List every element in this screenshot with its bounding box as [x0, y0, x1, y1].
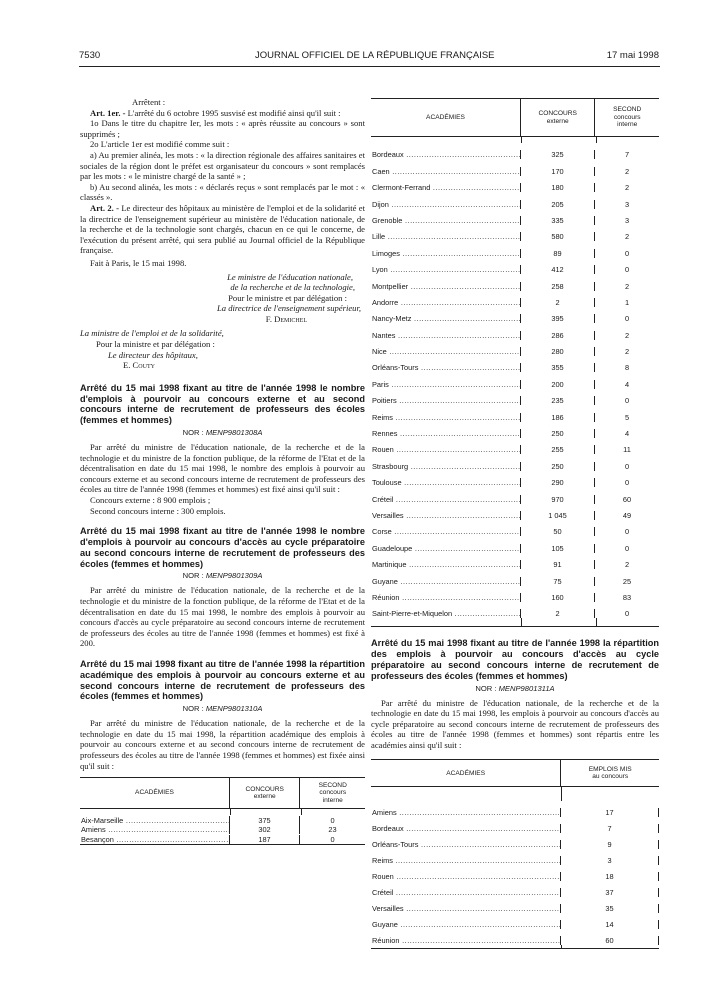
col-emplois: [561, 760, 659, 786]
cell-academie: Grenoble .....: [371, 216, 521, 225]
cell-concours-externe: 250: [521, 429, 595, 438]
cell-concours-externe: 89: [521, 249, 595, 258]
cell-concours-externe: 375: [230, 816, 300, 825]
table-row: [371, 291, 659, 307]
table-spacer: [371, 945, 659, 948]
cell-second-concours: 5: [624, 412, 630, 422]
table-header: [371, 760, 659, 787]
cell-second-concours: 0: [330, 815, 335, 825]
sig1-role2: de la recherche et de la technologie,: [230, 282, 355, 293]
table-row: [371, 536, 659, 552]
cell-concours-externe: 200: [521, 380, 595, 389]
decree-c-body: Par arrêté du ministre de l'éducation nationale, de la recherche et de la technologie en date du 15 mai 1998, la répartition académique des emplois à pourvoir au concours externe et au second concours interne de recrutement de professeurs des écoles au titre de l'année 1998 (femmes et hommes) est fixée ainsi qu'il suit :: [80, 718, 365, 771]
cell-second-concours: 0: [330, 834, 335, 844]
cell-academie: Créteil .....: [371, 888, 561, 897]
cell-academie: Amiens .....: [371, 808, 561, 817]
table-row: [371, 849, 659, 865]
table-row: [371, 801, 659, 817]
cell-concours-externe: 160: [521, 593, 595, 602]
cell-concours-externe: 105: [521, 544, 595, 553]
col-concours-label: CONCOURS: [538, 110, 577, 117]
cell-academie: Guyane .....: [371, 577, 521, 586]
cell-concours-externe: 280: [521, 347, 595, 356]
table-row: [371, 241, 659, 257]
cell-academie: Reims .....: [371, 413, 521, 422]
cell-academie: Créteil .....: [371, 495, 521, 504]
cell-concours-externe: 75: [521, 577, 595, 586]
col-concours-label: CONCOURS: [245, 785, 284, 793]
col-concours: [230, 778, 301, 808]
cell-second-concours: 0: [624, 543, 630, 553]
table-row: [371, 209, 659, 225]
col-emplois-label: EMPLOIS MIS: [588, 765, 632, 773]
cell-emplois: 7: [561, 824, 659, 833]
cell-concours-externe: 2: [521, 298, 595, 307]
sig2-title: Le directeur des hôpitaux,: [108, 349, 198, 360]
nor-label: NOR :: [182, 571, 204, 581]
cell-concours-externe: 1 045: [521, 511, 595, 520]
table-row: [371, 389, 659, 405]
decree-c-title: Arrêté du 15 mai 1998 fixant au titre de l'année 1998 la répartition académique des emplois à pourvoir au concours externe et au second concours interne de recrutement de professeurs des écoles (femmes et hommes): [80, 658, 365, 702]
col-second-label: SECOND: [318, 781, 347, 789]
table-row: [371, 372, 659, 388]
cell-academie: Bordeaux .....: [371, 824, 561, 833]
cell-academie: Clermont-Ferrand .....: [371, 183, 521, 192]
nor-label: NOR :: [182, 428, 204, 438]
fait-a-paris: Fait à Paris, le 15 mai 1998.: [90, 257, 187, 268]
cell-academie: Saint-Pierre-et-Miquelon .....: [371, 609, 521, 618]
table-header: [371, 99, 659, 137]
cell-academie: Strasbourg .....: [371, 462, 521, 471]
cell-academie: Toulouse .....: [371, 478, 521, 487]
col-second-sub2: interne: [617, 121, 638, 129]
cell-academie: Rennes .....: [371, 429, 521, 438]
emplois-table: [371, 759, 659, 949]
table-row: [371, 865, 659, 881]
art2-text: Le directeur des hôpitaux au ministère de l'emploi et de la solidarité et la directrice de l'enseignement supérieur au ministère de l'éducation nationale, de la recherche et de la technologie sont chargés, chacun en ce qui le concerne, de l'exécution du présent arrêté, qui sera publié au Journal officiel de la République française.: [80, 202, 365, 256]
cell-second-concours: 4: [624, 429, 630, 439]
decree-d-nor: [371, 684, 659, 693]
cell-second-concours: 0: [624, 396, 630, 406]
cell-academie: Guyane .....: [371, 920, 561, 929]
cell-academie: Martinique .....: [371, 560, 521, 569]
cell-concours-externe: 335: [521, 216, 595, 225]
decree-c-nor: [80, 704, 365, 713]
col-second-sub1: concours: [319, 789, 347, 797]
decree-a-line1: Concours externe : 8 900 emplois ;: [90, 495, 211, 505]
cell-concours-externe: 250: [521, 462, 595, 471]
cell-emplois: 14: [561, 920, 659, 929]
table-row: [371, 274, 659, 290]
cell-second-concours: 0: [624, 478, 630, 488]
sig1-role1: Le ministre de l'éducation nationale,: [227, 271, 353, 282]
cell-second-concours: 60: [622, 494, 632, 504]
cell-academie: Montpellier .....: [371, 282, 521, 291]
cell-concours-externe: 186: [521, 413, 595, 422]
cell-second-concours: 2: [624, 560, 630, 570]
cell-second-concours: 2: [624, 183, 630, 193]
cell-emplois: 37: [561, 888, 659, 897]
col-academies: ACADÉMIES: [80, 778, 230, 808]
cell-concours-externe: 395: [521, 314, 595, 323]
sig2-name: E. Couty: [123, 360, 155, 371]
table-header: [80, 778, 365, 809]
cell-emplois: 35: [561, 904, 659, 913]
table-spacer: [371, 787, 659, 801]
table-row: [371, 176, 659, 192]
cell-academie: Versailles .....: [371, 511, 521, 520]
table-row: [371, 225, 659, 241]
cell-concours-externe: 187: [230, 835, 300, 844]
table-row: [371, 438, 659, 454]
left-column: [80, 97, 365, 845]
table2-rows: [371, 143, 659, 618]
decree-d-title: Arrêté du 15 mai 1998 fixant au titre de l'année 1998 la répartition des emplois à pourvoir au concours d'accès au cycle préparatoire au second concours interne de recrutement de professeurs des écoles (femmes et hommes): [371, 638, 659, 681]
table-row: [80, 815, 365, 825]
cell-concours-externe: 970: [521, 495, 595, 504]
cell-concours-externe: 205: [521, 200, 595, 209]
cell-academie: Dijon .....: [371, 200, 521, 209]
right-column: [371, 98, 659, 949]
table-row: [371, 817, 659, 833]
academies-table-part1: [80, 777, 365, 845]
sig1-delegation: Pour le ministre et par délégation :: [228, 292, 347, 303]
cell-concours-externe: 91: [521, 560, 595, 569]
art1-para3: a) Au premier alinéa, les mots : « la direction régionale des affaires sanitaires et sociales de la région dont le préfet est organisateur du concours » sont remplacés par les mots : « le ministre chargé de la santé » ;: [80, 149, 365, 182]
issue-date: 17 mai 1998: [606, 50, 659, 61]
table-row: [371, 897, 659, 913]
cell-second-concours: 25: [622, 576, 632, 586]
cell-second-concours: 3: [624, 199, 630, 209]
table-row: [371, 520, 659, 536]
article-1: [80, 108, 365, 119]
cell-second-concours: 23: [328, 825, 337, 835]
page-header: [79, 50, 659, 64]
cell-academie: Versailles .....: [371, 904, 561, 913]
cell-second-concours: 11: [623, 445, 631, 455]
decree-a-line2: Second concours interne : 300 emplois.: [90, 505, 226, 516]
cell-academie: Caen .....: [371, 167, 521, 176]
nor-label: NOR :: [182, 704, 204, 714]
sig1-title: La directrice de l'enseignement supérieur,: [217, 303, 361, 314]
cell-second-concours: 2: [624, 330, 630, 340]
cell-second-concours: 0: [624, 609, 630, 619]
cell-academie: Guadeloupe .....: [371, 544, 521, 553]
cell-second-concours: 0: [624, 314, 630, 324]
table-row: [371, 159, 659, 175]
decree-a-title: Arrêté du 15 mai 1998 fixant au titre de l'année 1998 le nombre d'emplois à pourvoir au concours externe et au second concours interne de recrutement de professeurs des écoles (femmes et hommes): [80, 382, 365, 426]
decree-b-body: Par arrêté du ministre de l'éducation nationale, de la recherche et de la technologie et du ministre de la fonction publique, de la réforme de l'Etat et de la décentralisation en date du 15 mai 1998, le nombre des emplois à pourvoir au concours d'accès au cycle préparatoire au second concours interne de recrutement de professeurs des écoles au titre de l'année 1998 (femmes et hommes) est fixé à 200.: [80, 585, 365, 649]
table-row: [371, 833, 659, 849]
cell-emplois: 9: [561, 840, 659, 849]
col-concours: [521, 99, 595, 136]
cell-academie: Aix-Marseille .....: [80, 816, 230, 825]
cell-academie: Nancy-Metz .....: [371, 314, 521, 323]
cell-academie: Lille .....: [371, 232, 521, 241]
signature-block-1: [80, 272, 365, 325]
decree-a-body: Par arrêté du ministre de l'éducation nationale, de la recherche et de la technologie et du ministre de la fonction publique, de la réforme de l'Etat et de la décentralisation en date du 15 mai 1998, le nombre des emplois à pourvoir au concours externe et au second concours interne de recrutement de professeurs des écoles au titre de l'année 1998 (femmes et hommes) est fixé ainsi qu'il suit :: [80, 442, 365, 495]
cell-academie: Réunion .....: [371, 936, 561, 945]
table-row: [371, 405, 659, 421]
table-row: [371, 192, 659, 208]
table-row: [371, 586, 659, 602]
cell-concours-externe: 170: [521, 167, 595, 176]
table-row: [371, 553, 659, 569]
cell-academie: Besançon .....: [80, 835, 230, 844]
cell-concours-externe: 580: [521, 232, 595, 241]
art1-para1: 1o Dans le titre du chapitre Ier, les mots : « après réussite au concours » sont supprimés ;: [80, 118, 365, 139]
cell-concours-externe: 258: [521, 282, 595, 291]
decree-a-nor: [80, 428, 365, 437]
cell-academie: Orléans-Tours .....: [371, 363, 521, 372]
academies-table-part2: [371, 98, 659, 627]
cell-academie: Amiens .....: [80, 825, 230, 834]
art2-label: Art. 2. -: [90, 202, 119, 213]
cell-second-concours: 0: [624, 265, 630, 275]
table-spacer: [371, 618, 659, 626]
cell-concours-externe: 180: [521, 183, 595, 192]
cell-academie: Nantes .....: [371, 331, 521, 340]
art1-para4: b) Au second alinéa, les mots : « déclarés reçus » sont remplacés par le mot : « classés ».: [80, 181, 365, 203]
col-second: [595, 99, 659, 136]
cell-second-concours: 2: [624, 232, 630, 242]
nor-code: MENP9801310A: [205, 704, 263, 714]
cell-concours-externe: 412: [521, 265, 595, 274]
table-row: [371, 340, 659, 356]
cell-second-concours: 2: [624, 166, 630, 176]
col-concours-sub: externe: [546, 117, 569, 125]
cell-second-concours: 7: [624, 150, 630, 160]
cell-second-concours: 3: [624, 215, 630, 225]
article-2: [80, 203, 365, 256]
table-row: [371, 454, 659, 470]
col-academies: ACADÉMIES: [371, 760, 561, 786]
art1-label: Art. 1er. -: [90, 107, 126, 118]
cell-second-concours: 2: [624, 281, 630, 291]
cell-second-concours: 4: [624, 379, 630, 389]
cell-academie: Corse .....: [371, 527, 521, 536]
nor-code: MENP9801311A: [498, 683, 555, 693]
cell-academie: Lyon .....: [371, 265, 521, 274]
art1-para2: 2o L'article 1er est modifié comme suit :: [90, 139, 230, 150]
cell-academie: Paris .....: [371, 380, 521, 389]
sig2-delegation: Pour la ministre et par délégation :: [96, 339, 215, 350]
decree-b-title: Arrêté du 15 mai 1998 fixant au titre de l'année 1998 le nombre d'emplois à pourvoir au concours d'accès au cycle préparatoire au second concours interne de recrutement de professeurs des écoles (femmes et hommes): [80, 526, 365, 569]
cell-second-concours: 2: [624, 347, 630, 357]
cell-academie: Bordeaux .....: [371, 150, 521, 159]
decree-b-nor: [80, 571, 365, 580]
cell-emplois: 17: [561, 808, 659, 817]
cell-concours-externe: 286: [521, 331, 595, 340]
table-row: [371, 356, 659, 372]
col-academies: ACADÉMIES: [371, 99, 521, 136]
cell-academie: Orléans-Tours .....: [371, 840, 561, 849]
nor-code: MENP9801309A: [205, 571, 263, 581]
decree-d-body: Par arrêté du ministre de l'éducation nationale, de la recherche et de la technologie en date du 15 mai 1998, les emplois à pourvoir au concours d'accès au cycle préparatoire au second concours interne de recrutement de professeurs des écoles au titre de l'année 1998 (femmes et hommes) sont répartis entre les académies ainsi qu'il suit :: [371, 697, 659, 750]
cell-academie: Reims .....: [371, 856, 561, 865]
cell-academie: Réunion .....: [371, 593, 521, 602]
signature-block-2: [80, 328, 365, 370]
table-row: [371, 487, 659, 503]
col-second-sub2: interne: [322, 796, 343, 804]
art1-text: L'arrêté du 6 octobre 1995 susvisé est modifié ainsi qu'il suit :: [127, 107, 341, 118]
table-row: [371, 913, 659, 929]
table-row: [371, 307, 659, 323]
col-second: [300, 778, 365, 808]
nor-label: NOR :: [475, 683, 497, 693]
cell-second-concours: 83: [622, 592, 632, 602]
cell-academie: Rouen .....: [371, 872, 561, 881]
cell-second-concours: 0: [624, 248, 630, 258]
cell-concours-externe: 325: [521, 150, 595, 159]
sig2-role: La ministre de l'emploi et de la solidarité,: [80, 328, 224, 339]
cell-concours-externe: 235: [521, 396, 595, 405]
cell-second-concours: 8: [624, 363, 630, 373]
page-number: 7530: [79, 50, 101, 61]
table-row: [371, 504, 659, 520]
table-row: [371, 143, 659, 159]
table-row: [80, 834, 365, 844]
col-concours-sub: externe: [253, 793, 276, 801]
arretent: Arrêtent :: [132, 97, 166, 107]
cell-emplois: 18: [561, 872, 659, 881]
col-second-label: SECOND: [613, 106, 642, 114]
cell-emplois: 60: [561, 936, 659, 945]
cell-concours-externe: 2: [521, 609, 595, 618]
table-row: [371, 602, 659, 618]
cell-concours-externe: 355: [521, 363, 595, 372]
table-row: [371, 881, 659, 897]
table-row: [371, 471, 659, 487]
table1-rows: [80, 815, 365, 844]
header-rule: [79, 66, 660, 67]
cell-concours-externe: 255: [521, 445, 595, 454]
cell-concours-externe: 50: [521, 527, 595, 536]
table-row: [371, 258, 659, 274]
cell-academie: Nice .....: [371, 347, 521, 356]
cell-second-concours: 49: [622, 510, 632, 520]
table-row: [371, 323, 659, 339]
sig1-name: F. Demichel: [265, 313, 307, 324]
nor-code: MENP9801308A: [205, 428, 263, 438]
col-emplois-sub: au concours: [592, 773, 629, 781]
cell-academie: Andorre .....: [371, 298, 521, 307]
table-row: [371, 422, 659, 438]
cell-second-concours: 0: [624, 461, 630, 471]
cell-academie: Rouen .....: [371, 445, 521, 454]
table-row: [371, 569, 659, 585]
cell-emplois: 3: [561, 856, 659, 865]
cell-second-concours: 1: [624, 297, 630, 307]
table-row: [371, 929, 659, 945]
cell-concours-externe: 302: [230, 825, 300, 834]
cell-second-concours: 0: [624, 527, 630, 537]
cell-concours-externe: 290: [521, 478, 595, 487]
cell-academie: Poitiers .....: [371, 396, 521, 405]
col-second-sub1: concours: [613, 113, 641, 121]
journal-title: JOURNAL OFFICIEL DE LA RÉPUBLIQUE FRANÇAISE: [255, 50, 495, 61]
cell-academie: Limoges .....: [371, 249, 521, 258]
table-row: [80, 825, 365, 835]
table3-rows: [371, 801, 659, 945]
